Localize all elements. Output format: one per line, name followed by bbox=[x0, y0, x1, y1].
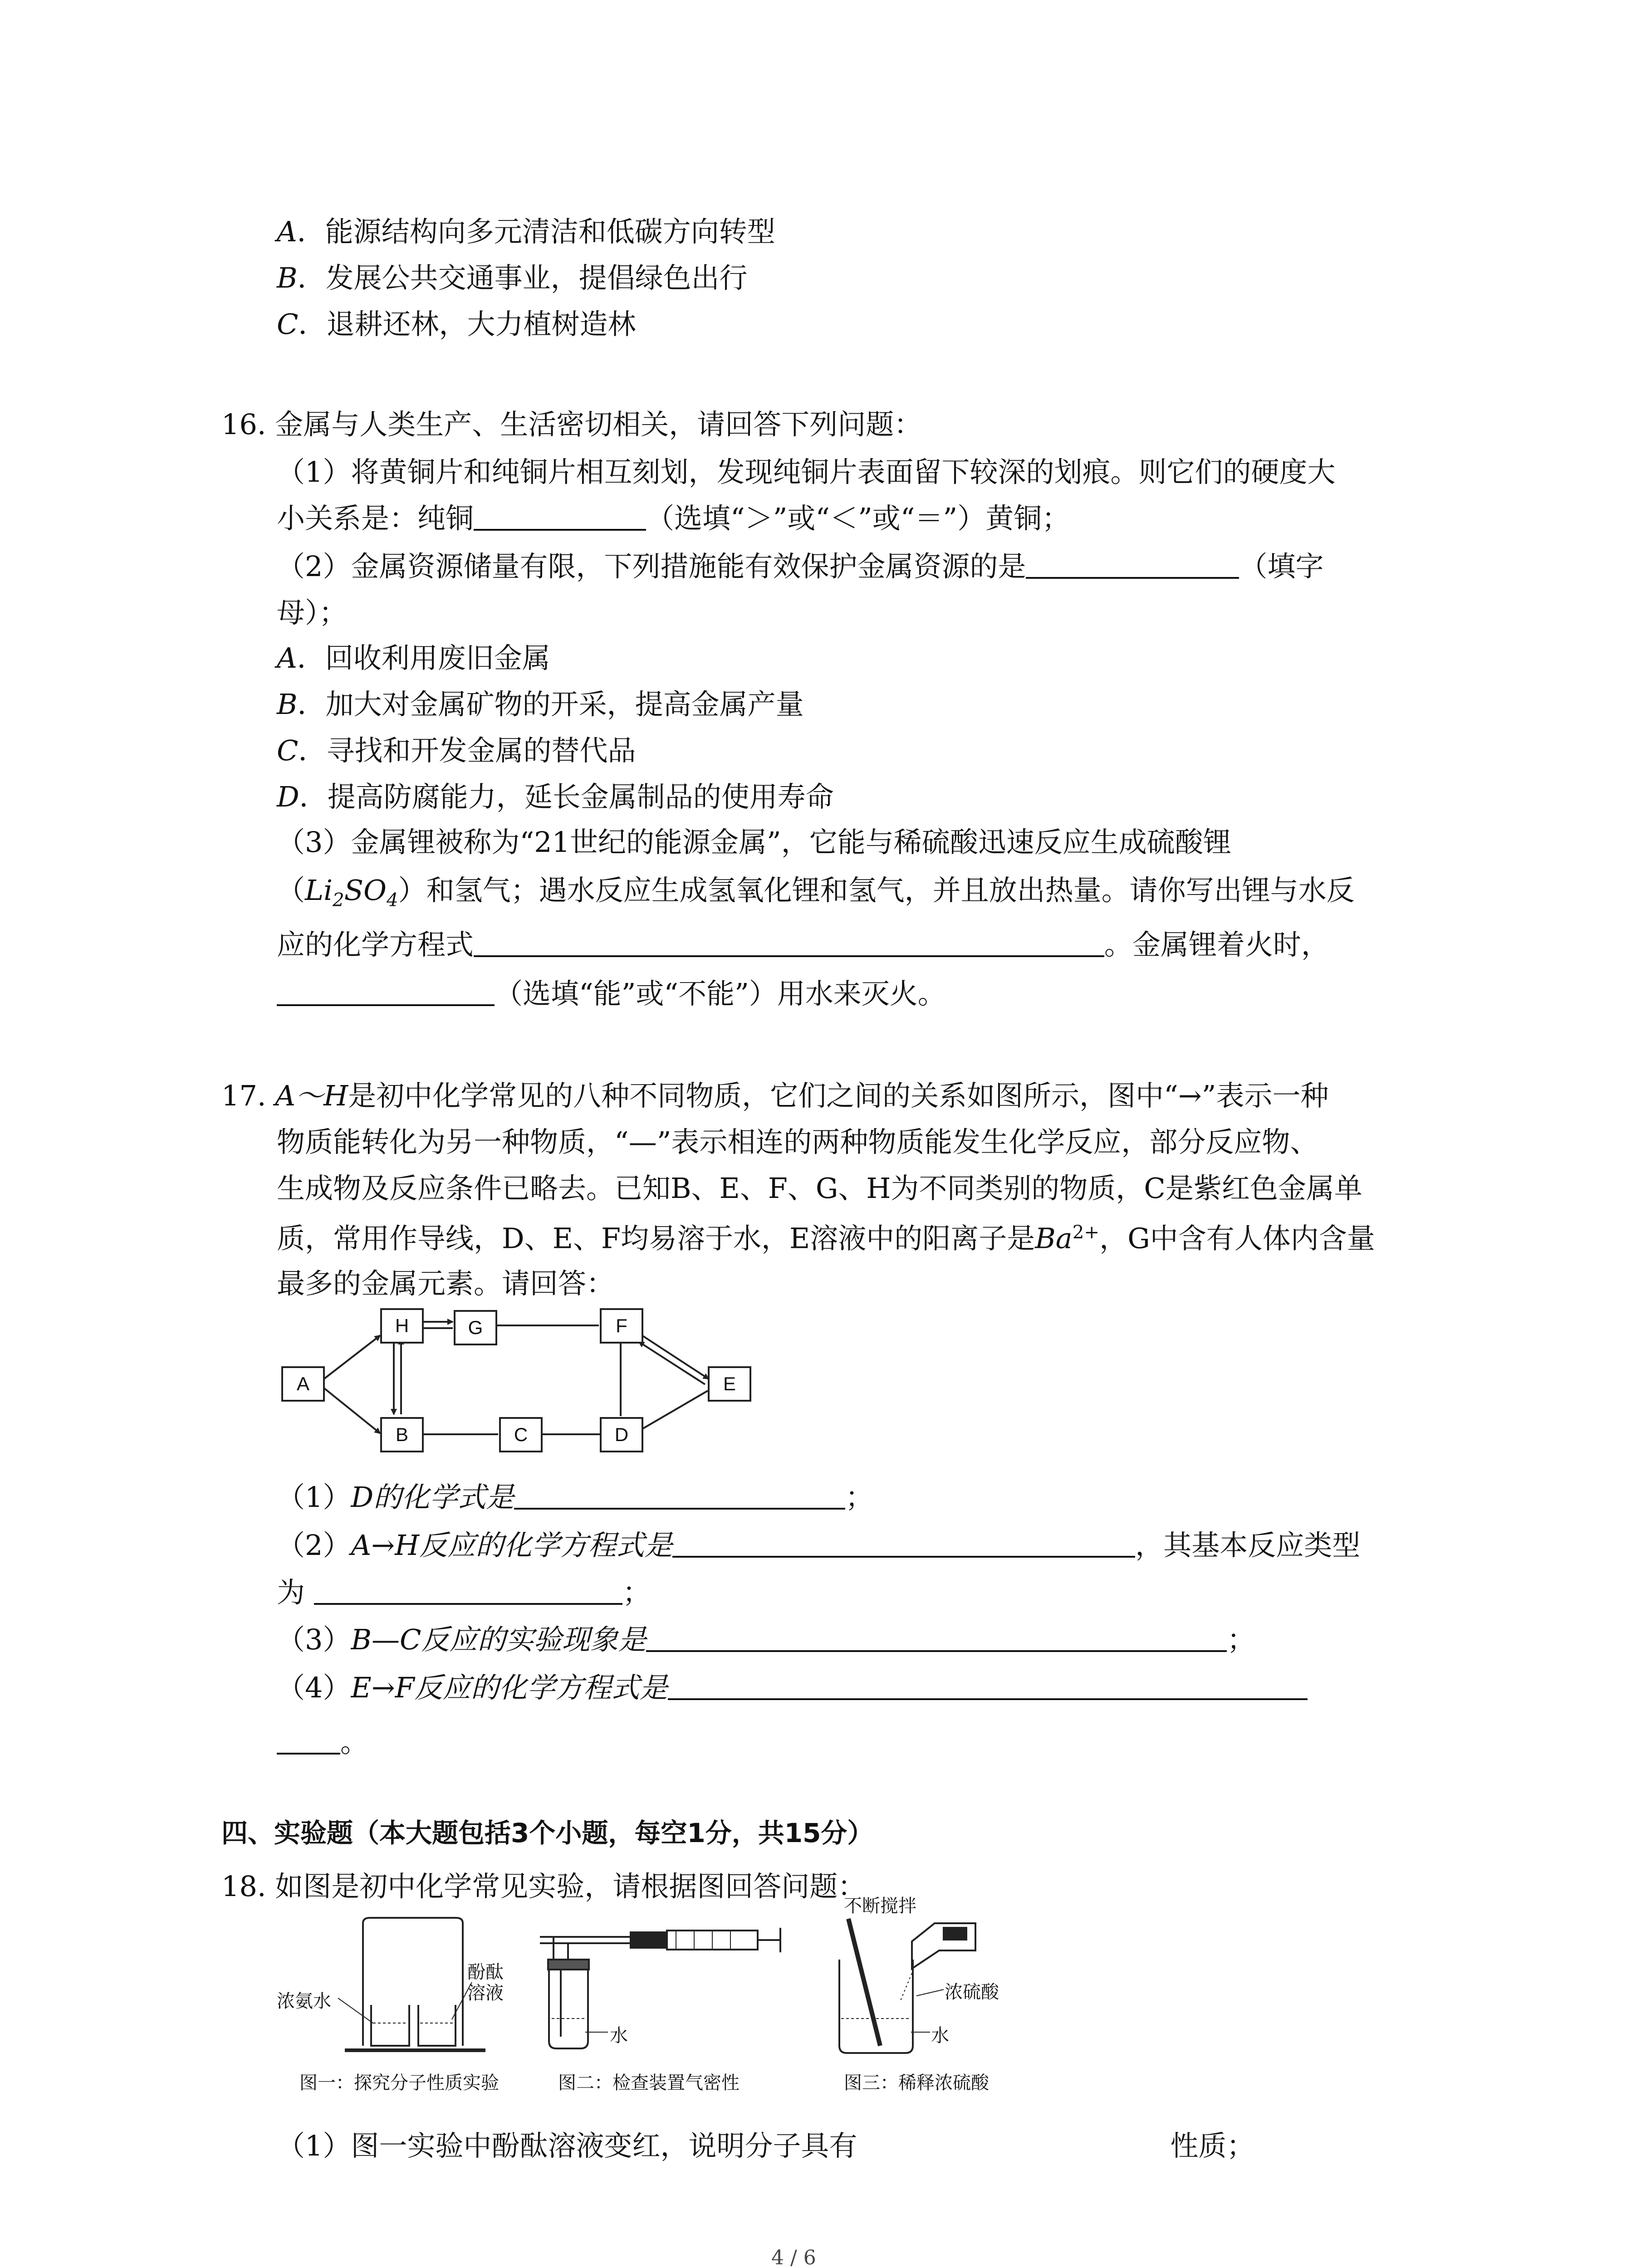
answer-blank[interactable] bbox=[277, 1753, 340, 1755]
answer-blank[interactable] bbox=[474, 529, 646, 531]
q17-stem-line2: 物质能转化为另一种物质，“—”表示相连的两种物质能发生化学反应，部分反应物、 bbox=[277, 1125, 1318, 1158]
q16-part1-line1: （1）将黄铜片和纯铜片相互刻划，发现纯铜片表面留下较深的划痕。则它们的硬度大 bbox=[277, 455, 1336, 489]
q18-sub1: （1）图一实验中酚酞溶液变红，说明分子具有 性质； bbox=[277, 2129, 1255, 2162]
answer-blank[interactable] bbox=[474, 955, 1104, 957]
q16-part2-line1: （2）金属资源储量有限，下列措施能有效保护金属资源的是 （填字 bbox=[277, 550, 1324, 583]
q17-stem-line4: 质，常用作导线，D、E、F均易溶于水，E溶液中的阳离子是$Ba^{2+}$，G中含有人体内含量 bbox=[277, 1222, 1375, 1255]
label-water-fig3: 水 bbox=[931, 2025, 949, 2046]
label-phenolphthalein-2: 溶液 bbox=[467, 1983, 504, 2004]
figure-3-caption: 图三：稀释浓硫酸 bbox=[844, 2072, 989, 2093]
label-concentrated-acid: 浓硫酸 bbox=[945, 1982, 999, 2003]
q15-option-a: A．能源结构向多元清洁和低碳方向转型 bbox=[277, 215, 775, 248]
figure-2-apparatus bbox=[540, 1914, 794, 2059]
q16-part3-line3: 应的化学方程式 。金属锂着火时， bbox=[277, 928, 1330, 961]
node-g: G bbox=[454, 1310, 497, 1345]
figure-2-caption: 图二：检查装置气密性 bbox=[558, 2072, 740, 2093]
q18-stem: 18. 如图是初中化学常见实验，请根据图回答问题： bbox=[221, 1870, 866, 1903]
answer-blank[interactable] bbox=[646, 1650, 1227, 1652]
q17-sub4-line2: 。 bbox=[277, 1728, 368, 1756]
q16-option-d: D．提高防腐能力，延长金属制品的使用寿命 bbox=[277, 780, 834, 813]
q16-part3-line1: （3）金属锂被称为“21世纪的能源金属”，它能与稀硫酸迅速反应生成硫酸锂 bbox=[277, 826, 1231, 859]
node-f: F bbox=[600, 1308, 643, 1344]
q16-part3-line4: （选填“能”或“不能”）用水来灭火。 bbox=[277, 980, 946, 1008]
node-a: A bbox=[281, 1366, 325, 1402]
node-c: C bbox=[499, 1417, 543, 1452]
q16-option-a: A．回收利用废旧金属 bbox=[277, 641, 550, 675]
node-d: D bbox=[600, 1417, 643, 1452]
figure-1-caption: 图一：探究分子性质实验 bbox=[299, 2072, 499, 2093]
q16-option-c: C．寻找和开发金属的替代品 bbox=[277, 734, 636, 767]
answer-blank[interactable] bbox=[514, 1508, 845, 1510]
answer-blank[interactable] bbox=[314, 1603, 622, 1605]
q17-stem-line1: 17. A～H是初中化学常见的八种不同物质，它们之间的关系如图所示，图中“→”表示一种 bbox=[221, 1079, 1329, 1112]
node-h: H bbox=[380, 1308, 424, 1344]
q16-part1-line2: 小关系是：纯铜 （选填“＞”或“＜”或“＝”）黄铜； bbox=[277, 502, 1070, 535]
q17-stem-line5: 最多的金属元素。请回答： bbox=[277, 1267, 615, 1300]
answer-blank[interactable] bbox=[277, 1004, 495, 1006]
q16-option-b: B．加大对金属矿物的开采，提高金属产量 bbox=[277, 688, 804, 721]
substance-relation-diagram bbox=[272, 1306, 771, 1470]
q17-sub2-line2: 为 ； bbox=[277, 1576, 651, 1609]
q16-part2-line2: 母）； bbox=[277, 596, 348, 629]
figure-2-airtightness bbox=[540, 1914, 794, 2105]
q16-stem: 16. 金属与人类生产、生活密切相关，请回答下列问题： bbox=[221, 408, 922, 441]
answer-blank[interactable] bbox=[1026, 577, 1239, 579]
q17-sub3: （3）B—C反应的实验现象是 ； bbox=[277, 1623, 1255, 1656]
label-water-fig2: 水 bbox=[610, 2025, 628, 2046]
section-title: 四、实验题（本大题包括3个小题，每空1分，共15分） bbox=[221, 1818, 874, 1848]
q15-option-b: B．发展公共交通事业，提倡绿色出行 bbox=[277, 261, 748, 294]
label-phenolphthalein-1: 酚酞 bbox=[467, 1962, 504, 1983]
answer-blank[interactable] bbox=[672, 1556, 1135, 1558]
q16-part3-line2: $(Li_2SO_4)$和氢气；遇水反应生成氢氧化锂和氢气，并且放出热量。请你写出锂与水反 bbox=[277, 874, 1355, 911]
label-ammonia: 浓氨水 bbox=[277, 1991, 331, 2012]
q17-sub2-line1: （2）A→H反应的化学方程式是 ，其基本反应类型 bbox=[277, 1529, 1361, 1562]
q17-stem-line3: 生成物及反应条件已略去。已知B、E、F、G、H为不同类别的物质，C是紫红色金属单 bbox=[277, 1172, 1362, 1205]
q17-sub4-line1: （4）E→F反应的化学方程式是 bbox=[277, 1674, 1308, 1702]
figure-1-molecule-experiment bbox=[272, 1914, 526, 2105]
q17-sub1: （1）D的化学式是 ； bbox=[277, 1481, 874, 1514]
q15-option-c: C．退耕还林，大力植树造林 bbox=[277, 308, 636, 341]
figure-3-dilute-acid bbox=[830, 1882, 1057, 2105]
page-number: 4 / 6 bbox=[771, 2246, 816, 2268]
answer-blank[interactable] bbox=[668, 1698, 1308, 1700]
node-b: B bbox=[380, 1417, 424, 1452]
node-e: E bbox=[708, 1366, 751, 1402]
label-stir: 不断搅拌 bbox=[844, 1896, 916, 1916]
